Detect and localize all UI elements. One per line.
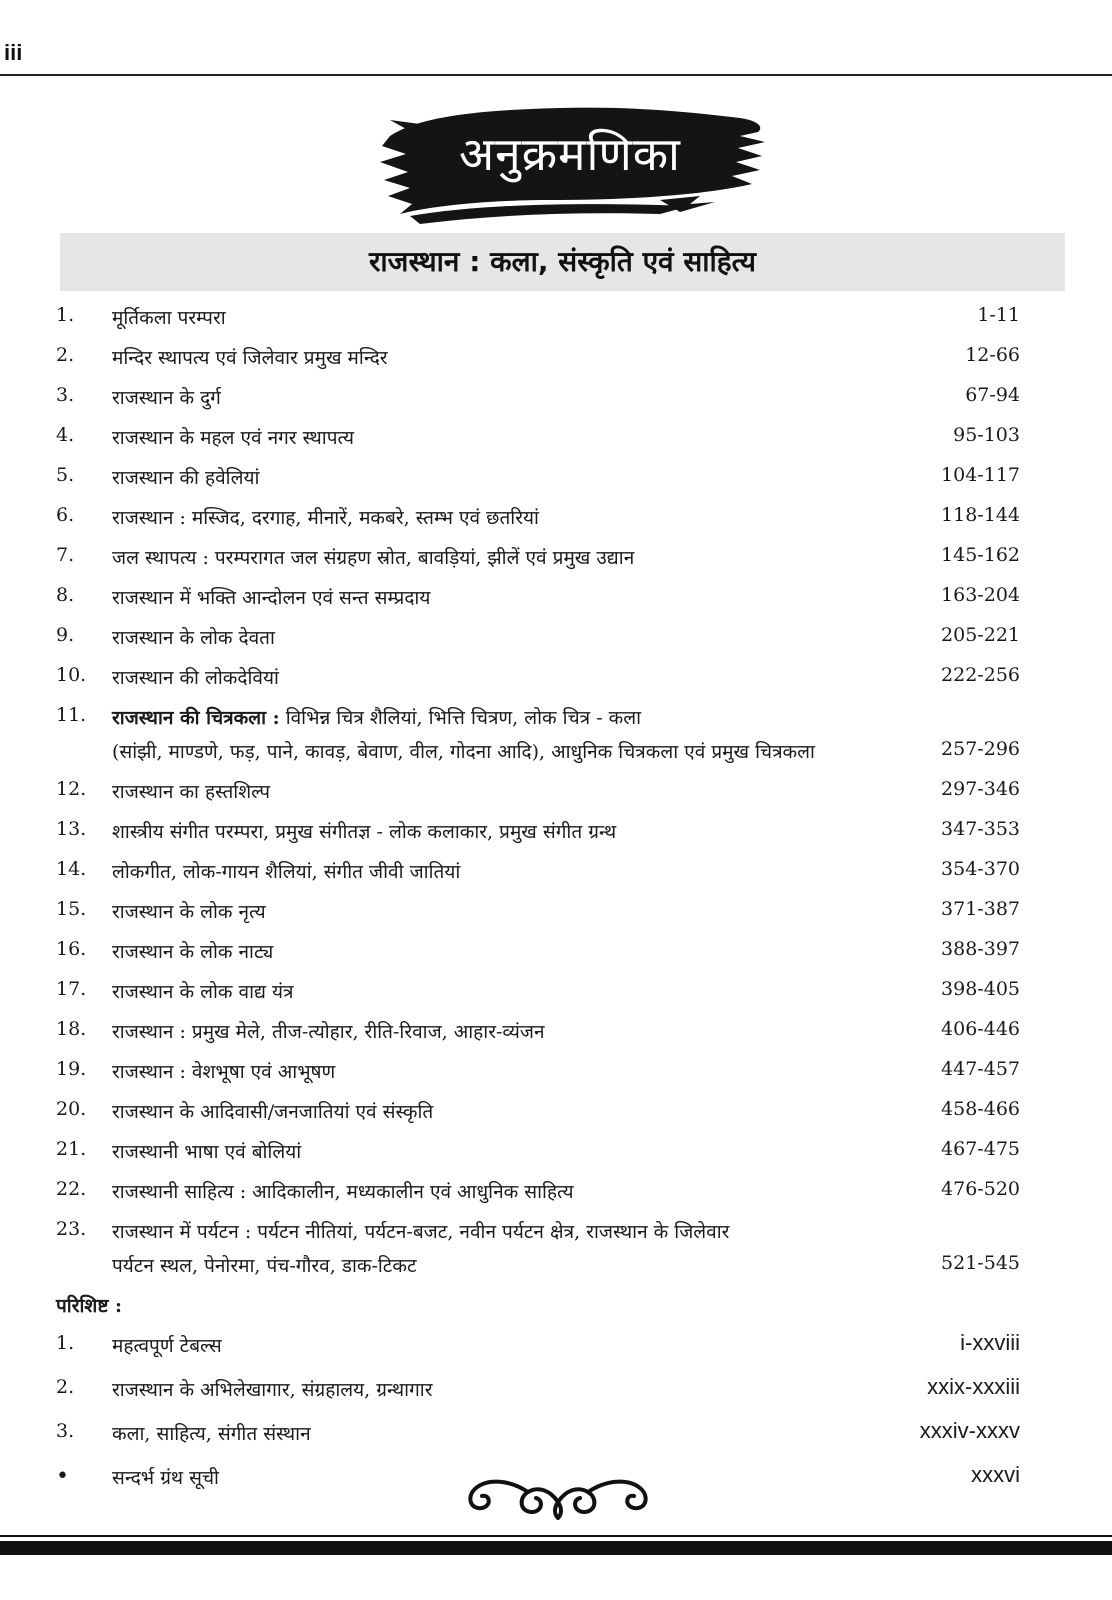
toc-title	[112, 704, 1020, 730]
toc-title: राजस्थान की हवेलियां	[112, 467, 260, 489]
toc-number: 10.	[56, 664, 87, 686]
toc-number: 13.	[56, 818, 87, 840]
toc-pages: 406-446	[941, 1018, 1020, 1040]
toc-title: राजस्थान : प्रमुख मेले, तीज-त्योहार, रीति-रिवाज, आहार-व्यंजन	[112, 1021, 545, 1043]
toc-title: लोकगीत, लोक-गायन शैलियां, संगीत जीवी जातियां	[112, 861, 461, 883]
toc-number: 21.	[56, 1138, 87, 1160]
toc-row	[56, 696, 1020, 770]
toc-row	[56, 850, 1020, 890]
toc-title: मूर्तिकला परम्परा	[112, 307, 226, 329]
toc-row	[56, 616, 1020, 656]
toc-pages: 205-221	[941, 624, 1020, 646]
toc-number: 20.	[56, 1098, 87, 1120]
toc-row	[56, 496, 1020, 536]
toc-number: 16.	[56, 938, 87, 960]
toc-pages: 447-457	[941, 1058, 1020, 1080]
toc-pages: 104-117	[941, 464, 1020, 486]
appendix-title: कला, साहित्य, संगीत संस्थान	[112, 1423, 311, 1445]
appendix-pages: xxix-xxxiii	[927, 1374, 1020, 1399]
toc-title: राजस्थान के लोक नाट्य	[112, 941, 274, 963]
toc-title-rest: विभिन्न चित्र शैलियां, भित्ति चित्रण, लोक चित्र - कला	[279, 707, 642, 729]
toc-row	[56, 576, 1020, 616]
toc-title: राजस्थान में भक्ति आन्दोलन एवं सन्त सम्प्रदाय	[112, 587, 431, 609]
toc-title: जल स्थापत्य : परम्परागत जल संग्रहण स्रोत, बावड़ियां, झीलें एवं प्रमुख उद्यान	[112, 547, 635, 569]
appendix-row	[56, 1412, 1020, 1456]
toc-row	[56, 1090, 1020, 1130]
toc-pages: 347-353	[941, 818, 1020, 840]
toc-title-line2: (सांझी, माण्डणे, फड़, पाने, कावड़, बेवाण, वील, गोदना आदि), आधुनिक चित्रकला एवं प्रमुख चित्रकला	[112, 741, 815, 763]
appendix-pages: xxxiv-xxxv	[919, 1418, 1020, 1443]
toc-number: 19.	[56, 1058, 87, 1080]
toc-number: 7.	[56, 544, 75, 566]
appendix-number: 1.	[56, 1332, 75, 1354]
toc-pages: 458-466	[941, 1098, 1020, 1120]
toc-number: 11.	[56, 704, 87, 726]
appendix-row	[56, 1324, 1020, 1368]
title-brush-banner	[360, 96, 780, 236]
toc-number: 15.	[56, 898, 87, 920]
toc-title: राजस्थान का हस्तशिल्प	[112, 781, 271, 803]
appendix-number: 3.	[56, 1420, 75, 1442]
appendix-pages: xxxvi	[971, 1462, 1020, 1487]
toc-number: 23.	[56, 1218, 87, 1240]
toc-title: राजस्थान में पर्यटन : पर्यटन नीतियां, पर्यटन-बजट, नवीन पर्यटन क्षेत्र, राजस्थान के जिलेवार	[112, 1221, 730, 1243]
toc-pages: 118-144	[941, 504, 1020, 526]
toc-title: राजस्थान के दुर्ग	[112, 387, 221, 409]
toc-title: राजस्थान के महल एवं नगर स्थापत्य	[112, 427, 355, 449]
toc-row	[56, 336, 1020, 376]
top-divider	[0, 74, 1112, 76]
toc-title: राजस्थान के लोक देवता	[112, 627, 275, 649]
toc-pages: 222-256	[941, 664, 1020, 686]
toc-row	[56, 376, 1020, 416]
toc-pages: 297-346	[941, 778, 1020, 800]
toc-number: 17.	[56, 978, 87, 1000]
toc-number: 22.	[56, 1178, 87, 1200]
toc-row	[56, 970, 1020, 1010]
toc-pages: 354-370	[941, 858, 1020, 880]
toc-row	[56, 656, 1020, 696]
toc-title: मन्दिर स्थापत्य एवं जिलेवार प्रमुख मन्दिर	[112, 347, 388, 369]
toc-pages: 371-387	[941, 898, 1020, 920]
appendix-number: 2.	[56, 1376, 75, 1398]
section-banner: राजस्थान : कला, संस्कृति एवं साहित्य	[60, 233, 1065, 291]
toc-number: 5.	[56, 464, 75, 486]
toc-pages: 95-103	[953, 424, 1020, 446]
toc-row	[56, 1210, 1020, 1284]
page-number: iii	[4, 40, 23, 65]
toc-number: 18.	[56, 1018, 87, 1040]
toc-row	[56, 890, 1020, 930]
toc-pages: 67-94	[965, 384, 1020, 406]
toc-pages: 145-162	[941, 544, 1020, 566]
toc-number: 14.	[56, 858, 87, 880]
bottom-divider-thin	[0, 1535, 1112, 1537]
toc-number: 9.	[56, 624, 75, 646]
toc-title: राजस्थानी भाषा एवं बोलियां	[112, 1141, 302, 1163]
toc-row	[56, 1050, 1020, 1090]
toc-pages: 163-204	[941, 584, 1020, 606]
toc-title: शास्त्रीय संगीत परम्परा, प्रमुख संगीतज्ञ - लोक कलाकार, प्रमुख संगीत ग्रन्थ	[112, 821, 617, 843]
toc-title: राजस्थान की लोकदेवियां	[112, 667, 279, 689]
bottom-divider-thick	[0, 1541, 1112, 1555]
toc-number: 6.	[56, 504, 75, 526]
toc-number: 12.	[56, 778, 87, 800]
toc-row	[56, 1010, 1020, 1050]
toc-row	[56, 456, 1020, 496]
toc-row	[56, 930, 1020, 970]
toc-number: 2.	[56, 344, 75, 366]
toc-row	[56, 536, 1020, 576]
toc-row	[56, 1170, 1020, 1210]
flourish-ornament-icon	[458, 1460, 658, 1520]
toc-row	[56, 296, 1020, 336]
toc-pages: 1-11	[977, 304, 1020, 326]
toc-row	[56, 770, 1020, 810]
toc-title: राजस्थान : मस्जिद, दरगाह, मीनारें, मकबरे, स्तम्भ एवं छतरियां	[112, 507, 539, 529]
toc-row	[56, 810, 1020, 850]
toc-pages: 467-475	[941, 1138, 1020, 1160]
toc-number: 3.	[56, 384, 75, 406]
table-of-contents	[56, 296, 1020, 1500]
appendix-row	[56, 1368, 1020, 1412]
bullet-icon: •	[56, 1464, 69, 1489]
toc-title: राजस्थान के आदिवासी/जनजातियां एवं संस्कृति	[112, 1101, 434, 1123]
toc-pages: 521-545	[941, 1252, 1020, 1274]
toc-pages: 12-66	[965, 344, 1020, 366]
toc-title-line2: पर्यटन स्थल, पेनोरमा, पंच-गौरव, डाक-टिकट	[112, 1255, 417, 1277]
toc-row	[56, 1130, 1020, 1170]
toc-title-bold: राजस्थान की चित्रकला :	[112, 707, 280, 729]
toc-pages: 388-397	[941, 938, 1020, 960]
toc-title: राजस्थानी साहित्य : आदिकालीन, मध्यकालीन एवं आधुनिक साहित्य	[112, 1181, 574, 1203]
index-title: अनुक्रमणिका	[459, 127, 681, 181]
toc-number: 4.	[56, 424, 75, 446]
toc-title: राजस्थान के लोक नृत्य	[112, 901, 266, 923]
toc-pages: 257-296	[941, 738, 1020, 760]
appendix-heading: परिशिष्ट :	[56, 1295, 123, 1317]
appendix-title: राजस्थान के अभिलेखागार, संग्रहालय, ग्रन्थागार	[112, 1379, 433, 1401]
toc-title: राजस्थान के लोक वाद्य यंत्र	[112, 981, 294, 1003]
toc-number: 8.	[56, 584, 75, 606]
appendix-title: महत्वपूर्ण टेबल्स	[112, 1335, 222, 1357]
appendix-title: सन्दर्भ ग्रंथ सूची	[112, 1467, 219, 1489]
toc-pages: 398-405	[941, 978, 1020, 1000]
toc-row	[56, 416, 1020, 456]
toc-pages: 476-520	[941, 1178, 1020, 1200]
toc-number: 1.	[56, 304, 75, 326]
toc-title: राजस्थान : वेशभूषा एवं आभूषण	[112, 1061, 336, 1083]
appendix-pages: i-xxviii	[960, 1330, 1020, 1355]
